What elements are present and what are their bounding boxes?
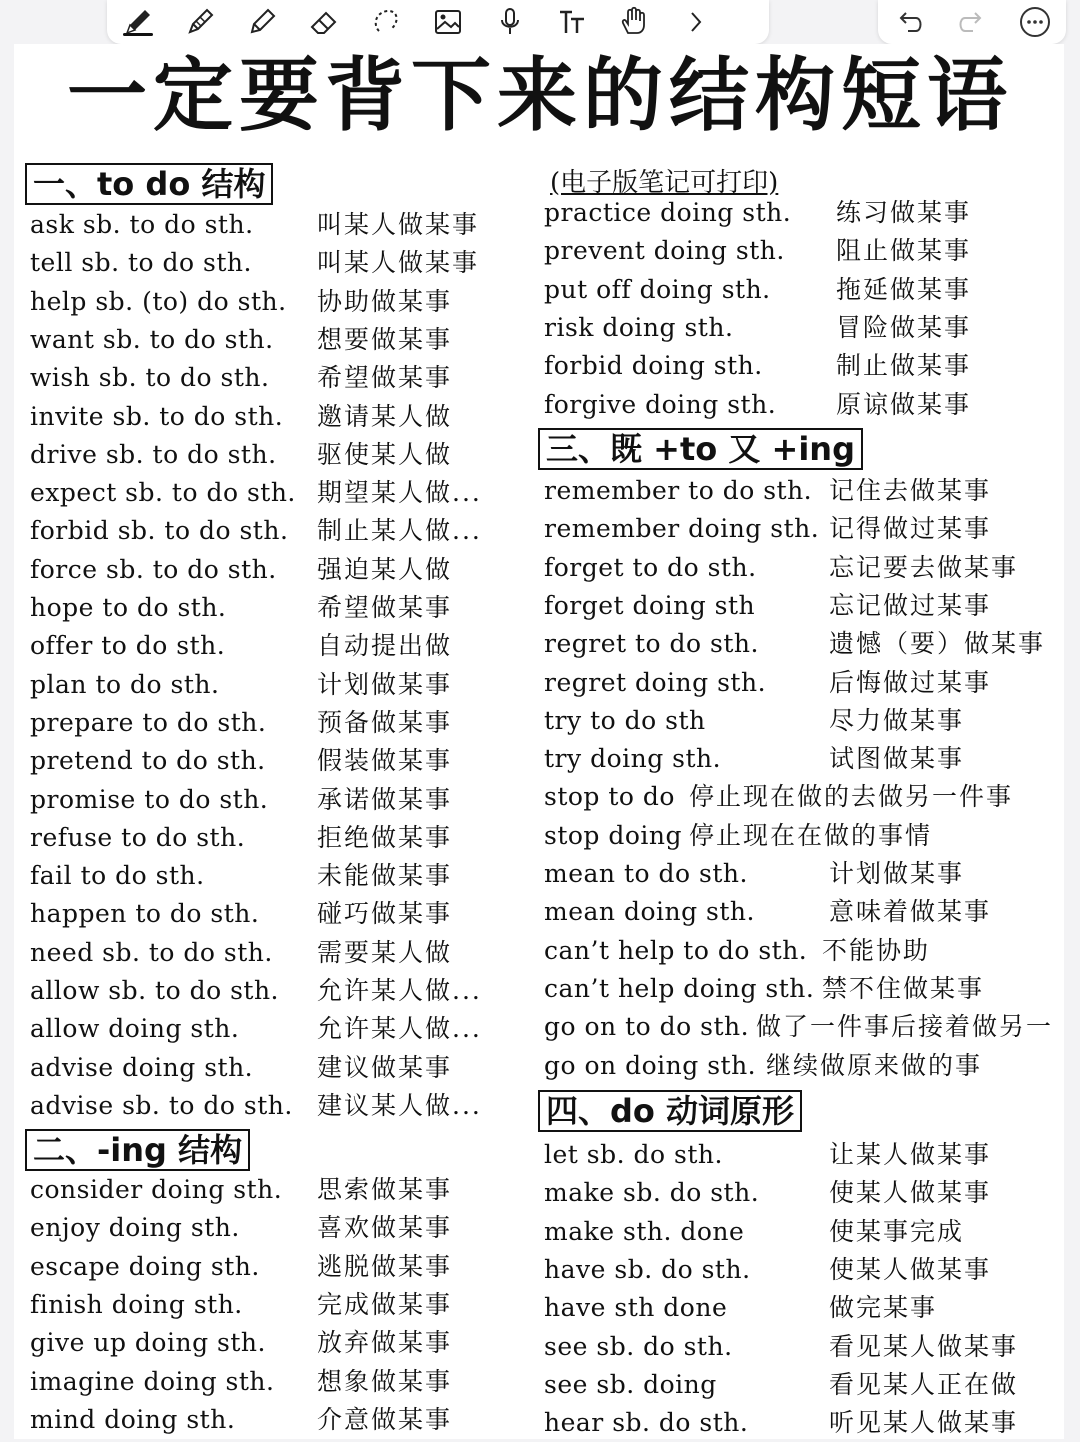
phrase-chinese: 让某人做某事 bbox=[829, 1140, 992, 1169]
phrase-chinese: 建议做某事 bbox=[317, 1052, 453, 1082]
phrase-english: enjoy doing sth. bbox=[30, 1213, 240, 1243]
phrase-english: imagine doing sth. bbox=[30, 1366, 275, 1396]
phrase-chinese: 试图做某事 bbox=[829, 744, 965, 774]
phrase-chinese: 忘记要去做某事 bbox=[829, 552, 1019, 582]
phrase-chinese: 放弃做某事 bbox=[317, 1328, 453, 1358]
phrase-english: give up doing sth. bbox=[30, 1328, 266, 1358]
phrase-chinese: 制止做某事 bbox=[836, 351, 972, 381]
phrase-english: promise to do sth. bbox=[30, 784, 269, 814]
redo-icon[interactable] bbox=[944, 0, 1000, 44]
phrase-english: regret doing sth. bbox=[544, 667, 767, 697]
phrase-row bbox=[544, 1008, 1064, 1046]
phrase-chinese: 停止现在在做的事情 bbox=[689, 820, 933, 850]
phrase-english: mean doing sth. bbox=[544, 897, 755, 927]
phrase-chinese: 碰巧做某事 bbox=[317, 899, 453, 929]
page-title: 一定要背下来的结构短语 bbox=[67, 48, 1013, 142]
phrase-english: have sb. do sth. bbox=[544, 1254, 751, 1284]
phrase-english: escape doing sth. bbox=[30, 1251, 260, 1281]
section-heading-4: 四、do 动词原形 bbox=[538, 1090, 802, 1132]
phrase-chinese: 强迫某人做 bbox=[317, 554, 453, 584]
phrase-chinese: 意味着做某事 bbox=[829, 897, 992, 927]
phrase-chinese: 计划做某事 bbox=[317, 669, 453, 699]
phrase-chinese: 预备做某事 bbox=[317, 707, 453, 737]
marker-tool-icon[interactable] bbox=[169, 0, 231, 44]
phrase-english: allow sb. to do sth. bbox=[30, 976, 279, 1005]
phrase-chinese: 想要做某事 bbox=[317, 324, 453, 354]
phrase-chinese: 完成做某事 bbox=[317, 1289, 453, 1319]
phrase-chinese: 需要某人做 bbox=[317, 937, 453, 967]
phrase-english: fail to do sth. bbox=[30, 861, 205, 891]
more-options-icon[interactable] bbox=[1007, 0, 1063, 44]
section-heading-2: 二、-ing 结构 bbox=[25, 1129, 250, 1171]
phrase-english: try doing sth. bbox=[544, 744, 722, 774]
highlighter-tool-icon[interactable] bbox=[231, 0, 293, 44]
phrase-chinese: 尽力做某事 bbox=[829, 705, 965, 735]
phrase-english: finish doing sth. bbox=[30, 1289, 243, 1319]
phrase-chinese: 假装做某事 bbox=[317, 746, 453, 776]
phrase-chinese: 喜欢做某事 bbox=[317, 1213, 453, 1243]
phrase-chinese: 邀请某人做 bbox=[317, 401, 453, 431]
phrase-english: stop to do bbox=[544, 782, 675, 812]
phrase-chinese: 叫某人做某事 bbox=[317, 248, 480, 278]
phrase-chinese: 继续做原来做的事 bbox=[766, 1050, 983, 1080]
phrase-english: force sb. to do sth. bbox=[30, 554, 277, 584]
phrase-english: see sb. doing bbox=[544, 1369, 717, 1399]
phrase-english: prepare to do sth. bbox=[30, 707, 267, 737]
phrase-english: forbid sb. to do sth. bbox=[30, 516, 289, 546]
phrase-english: remember doing sth. bbox=[544, 514, 820, 544]
phrase-chinese: 期望某人做... bbox=[317, 478, 482, 508]
phrase-english: regret to do sth. bbox=[544, 629, 759, 659]
phrase-english: need sb. to do sth. bbox=[30, 937, 273, 967]
lasso-tool-icon[interactable] bbox=[355, 0, 417, 44]
phrase-english: consider doing sth. bbox=[30, 1175, 283, 1204]
phrase-english: tell sb. to do sth. bbox=[30, 248, 252, 278]
chevron-right-icon[interactable] bbox=[665, 0, 727, 44]
phrase-chinese: 不能协助 bbox=[822, 935, 931, 965]
phrase-chinese: 做完某事 bbox=[829, 1293, 938, 1323]
phrase-english: drive sb. to do sth. bbox=[30, 439, 277, 469]
phrase-chinese: 使某事完成 bbox=[829, 1216, 965, 1246]
phrase-chinese: 使某人做某事 bbox=[829, 1254, 992, 1284]
phrase-english: forbid doing sth. bbox=[544, 351, 763, 381]
image-tool-icon[interactable] bbox=[417, 0, 479, 44]
phrase-english: risk doing sth. bbox=[544, 312, 734, 342]
phrase-english: advise sb. to do sth. bbox=[30, 1090, 293, 1120]
phrase-chinese: 原谅做某事 bbox=[836, 389, 972, 419]
phrase-chinese: 看见某人正在做 bbox=[829, 1369, 1019, 1399]
phrase-english: ask sb. to do sth. bbox=[30, 210, 254, 239]
phrase-english: can’t help to do sth. bbox=[544, 935, 808, 965]
phrase-chinese: 逃脱做某事 bbox=[317, 1251, 453, 1281]
phrase-english: wish sb. to do sth. bbox=[30, 363, 270, 393]
undo-icon[interactable] bbox=[881, 0, 937, 44]
phrase-chinese: 冒险做某事 bbox=[836, 312, 972, 342]
phrase-chinese: 使某人做某事 bbox=[829, 1178, 992, 1208]
phrase-chinese: 听见某人做某事 bbox=[829, 1408, 1019, 1438]
phrase-chinese: 允许某人做... bbox=[317, 976, 482, 1005]
phrase-english: expect sb. to do sth. bbox=[30, 478, 296, 508]
phrase-chinese: 协助做某事 bbox=[317, 286, 453, 316]
section-heading-3: 三、既 +to 又 +ing bbox=[538, 428, 863, 470]
phrase-english: pretend to do sth. bbox=[30, 746, 266, 776]
phrase-english: have sth done bbox=[544, 1293, 728, 1323]
pen-tool-icon[interactable] bbox=[107, 0, 169, 44]
phrase-english: refuse to do sth. bbox=[30, 822, 246, 852]
subtitle-text: (电子版笔记可打印) bbox=[550, 168, 779, 198]
phrase-chinese: 驱使某人做 bbox=[317, 439, 453, 469]
phrase-english: see sb. do sth. bbox=[544, 1331, 733, 1361]
phrase-english: make sb. do sth. bbox=[544, 1178, 760, 1208]
phrase-chinese: 叫某人做某事 bbox=[317, 210, 480, 239]
phrase-english: go on to do sth. bbox=[544, 1012, 750, 1042]
phrase-chinese: 忘记做过某事 bbox=[829, 590, 992, 620]
phrase-chinese: 记得做过某事 bbox=[829, 514, 992, 544]
phrase-english: make sth. done bbox=[544, 1216, 745, 1246]
phrase-english: prevent doing sth. bbox=[544, 236, 785, 266]
phrase-chinese: 做了一件事后接着做另一 bbox=[756, 1012, 1054, 1042]
hand-tool-icon[interactable] bbox=[603, 0, 665, 44]
phrase-english: try to do sth bbox=[544, 705, 706, 735]
phrase-english: put off doing sth. bbox=[544, 274, 771, 304]
phrase-chinese: 停止现在做的去做另一件事 bbox=[689, 782, 1014, 812]
phrase-chinese: 后悔做过某事 bbox=[829, 667, 992, 697]
phrase-english: happen to do sth. bbox=[30, 899, 260, 929]
phrase-chinese: 未能做某事 bbox=[317, 861, 453, 891]
phrase-english: hear sb. do sth. bbox=[544, 1408, 749, 1438]
drawing-toolbar bbox=[107, 0, 769, 44]
phrase-chinese: 想象做某事 bbox=[317, 1366, 453, 1396]
phrase-chinese: 自动提出做 bbox=[317, 631, 453, 661]
phrase-chinese: 拖延做某事 bbox=[836, 274, 972, 304]
phrase-english: mean to do sth. bbox=[544, 859, 748, 888]
phrase-english: offer to do sth. bbox=[30, 631, 226, 661]
phrase-english: let sb. do sth. bbox=[544, 1140, 723, 1169]
phrase-english: mind doing sth. bbox=[30, 1404, 236, 1434]
phrase-chinese: 允许某人做... bbox=[317, 1014, 482, 1044]
section-heading-1: 一、to do 结构 bbox=[25, 163, 273, 205]
phrase-chinese: 记住去做某事 bbox=[829, 476, 992, 505]
phrase-chinese: 遗憾（要）做某事 bbox=[829, 629, 1046, 659]
phrase-chinese: 制止某人做... bbox=[317, 516, 482, 546]
text-tool-icon[interactable] bbox=[541, 0, 603, 44]
phrase-english: invite sb. to do sth. bbox=[30, 401, 284, 431]
phrase-english: allow doing sth. bbox=[30, 1014, 240, 1044]
phrase-english: want sb. to do sth. bbox=[30, 324, 274, 354]
phrase-chinese: 希望做某事 bbox=[317, 593, 453, 622]
phrase-chinese: 练习做某事 bbox=[836, 198, 972, 227]
phrase-chinese: 阻止做某事 bbox=[836, 236, 972, 266]
phrase-chinese: 看见某人做某事 bbox=[829, 1331, 1019, 1361]
eraser-tool-icon[interactable] bbox=[293, 0, 355, 44]
phrase-english: stop doing bbox=[544, 820, 683, 850]
phrase-chinese: 希望做某事 bbox=[317, 363, 453, 393]
phrase-english: plan to do sth. bbox=[30, 669, 220, 699]
phrase-chinese: 思索做某事 bbox=[317, 1175, 453, 1204]
phrase-chinese: 禁不住做某事 bbox=[822, 973, 985, 1003]
microphone-tool-icon[interactable] bbox=[479, 0, 541, 44]
phrase-english: forget to do sth. bbox=[544, 552, 757, 582]
phrase-english: practice doing sth. bbox=[544, 198, 792, 227]
phrase-english: advise doing sth. bbox=[30, 1052, 254, 1082]
phrase-english: forget doing sth bbox=[544, 590, 756, 620]
phrase-chinese: 介意做某事 bbox=[317, 1404, 453, 1434]
phrase-chinese: 建议某人做... bbox=[317, 1090, 482, 1120]
phrase-chinese: 承诺做某事 bbox=[317, 784, 453, 814]
phrase-english: remember to do sth. bbox=[544, 476, 813, 505]
phrase-english: hope to do sth. bbox=[30, 593, 227, 622]
phrase-english: forgive doing sth. bbox=[544, 389, 777, 419]
phrase-english: help sb. (to) do sth. bbox=[30, 286, 287, 316]
history-toolbar bbox=[878, 0, 1066, 44]
phrase-english: go on doing sth. bbox=[544, 1050, 757, 1080]
phrase-english: can’t help doing sth. bbox=[544, 973, 815, 1003]
phrase-chinese: 拒绝做某事 bbox=[317, 822, 453, 852]
phrase-chinese: 计划做某事 bbox=[829, 859, 965, 888]
